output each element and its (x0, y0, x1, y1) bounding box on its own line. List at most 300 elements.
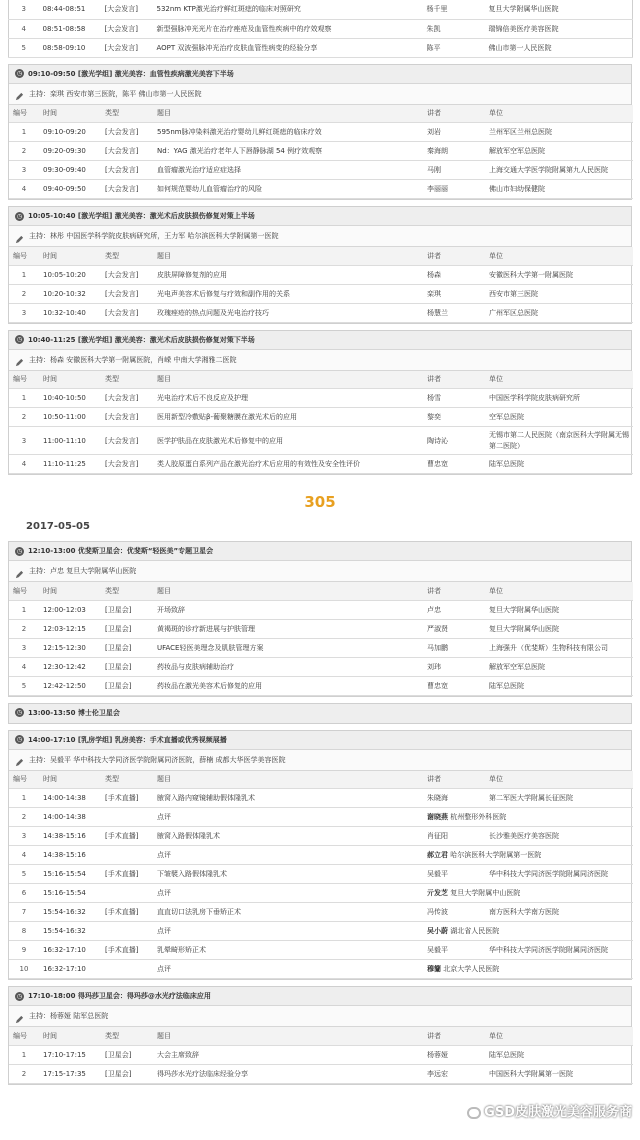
header-type: 类型 (101, 1027, 153, 1045)
table-row (9, 846, 633, 865)
table-row (9, 827, 633, 846)
row-type: [卫星会] (101, 676, 153, 695)
row-number: 4 (9, 180, 39, 199)
row-number: 2 (9, 1064, 39, 1083)
row-unit: 兰州军区兰州总医院 (485, 123, 633, 142)
row-unit: 北京大学人民医院 (443, 965, 500, 973)
session-title (9, 65, 631, 84)
row-type: [卫星会] (101, 638, 153, 657)
row-unit: 安徽医科大学第一附属医院 (485, 265, 633, 284)
row-time: 10:32-10:40 (39, 303, 101, 322)
row-time: 09:30-09:40 (39, 161, 101, 180)
row-speaker: 冯传波 (423, 903, 485, 922)
table-header-row (9, 247, 633, 265)
row-type (101, 960, 153, 979)
session-chair-text: 主持：杨蓉娅 陆军总医院 (29, 1012, 109, 1020)
row-number: 7 (9, 903, 39, 922)
row-unit: 陆军总医院 (485, 676, 633, 695)
session-chair (9, 84, 631, 105)
row-title: 腋窝入路内窥镜辅助假体隆乳术 (153, 789, 423, 808)
row-time: 14:00-14:38 (39, 808, 101, 827)
row-title: 点评 (153, 922, 423, 941)
session-table (9, 771, 633, 980)
session-title (9, 987, 631, 1006)
row-type: [大会发言] (101, 142, 153, 161)
wechat-icon (467, 1107, 481, 1119)
row-type (101, 922, 153, 941)
continued-table (8, 0, 633, 58)
row-unit: 复旦大学附属华山医院 (485, 619, 633, 638)
header-unit: 单位 (485, 771, 633, 789)
header-title: 题目 (153, 371, 423, 389)
table-header-row (9, 105, 633, 123)
row-unit: 华中科技大学同济医学院附属同济医院 (485, 941, 633, 960)
row-speaker: 李丽丽 (423, 180, 485, 199)
row-number: 9 (9, 941, 39, 960)
row-number: 1 (9, 1045, 39, 1064)
session-title (9, 542, 631, 561)
row-time: 11:10-11:25 (39, 455, 101, 474)
table-row (9, 0, 633, 19)
row-time: 09:40-09:50 (39, 180, 101, 199)
table-row (9, 427, 633, 455)
row-speaker: 朱晓海 (423, 789, 485, 808)
row-speaker: 严淑贤 (423, 619, 485, 638)
session-chair (9, 350, 631, 371)
row-number: 3 (9, 427, 39, 455)
table-row (9, 808, 633, 827)
row-title: AOPT 双波强脉冲光治疗皮肤血管性病变的经验分享 (153, 38, 423, 57)
header-type: 类型 (101, 582, 153, 600)
row-title: 大会主席致辞 (153, 1045, 423, 1064)
row-title: 得玛莎水光疗法临床经验分享 (153, 1064, 423, 1083)
row-unit: 陆军总医院 (485, 455, 633, 474)
header-speaker: 讲者 (423, 247, 485, 265)
row-title: 血管瘤激光治疗适应症选择 (153, 161, 423, 180)
session-title (9, 331, 631, 350)
table-row (9, 38, 633, 57)
row-unit: 广州军区总医院 (485, 303, 633, 322)
table-header-row (9, 582, 633, 600)
row-number: 8 (9, 922, 39, 941)
row-speaker: 谢晓燕 (427, 813, 448, 821)
row-unit: 上海交通大学医学院附属第九人民医院 (485, 161, 633, 180)
header-speaker: 讲者 (423, 105, 485, 123)
session-table (9, 371, 633, 475)
table-header-row (9, 371, 633, 389)
row-speaker: 李远宏 (423, 1064, 485, 1083)
session-title-text: 10:40-11:25 [激光学组] 激光美容：激光术后皮肤损伤修复对策下半场 (28, 335, 255, 344)
pen-icon (15, 1012, 24, 1021)
table-row (9, 1045, 633, 1064)
table-row (9, 19, 633, 38)
row-speaker: 杨森 (423, 265, 485, 284)
table-row (9, 619, 633, 638)
header-speaker: 讲者 (423, 371, 485, 389)
row-type: [大会发言] (101, 180, 153, 199)
row-time: 10:40-10:50 (39, 389, 101, 408)
row-time: 10:20-10:32 (39, 284, 101, 303)
header-unit: 单位 (485, 582, 633, 600)
row-title: 如何规范婴幼儿血管瘤治疗的风险 (153, 180, 423, 199)
row-unit: 佛山市第一人民医院 (485, 38, 633, 57)
row-title: 直直切口法乳房下垂矫正术 (153, 903, 423, 922)
watermark: GSD皮肤激光美容服务商 (467, 1101, 632, 1120)
row-title: 光电声美容术后修复与疗效和副作用的关系 (153, 284, 423, 303)
table-row (9, 600, 633, 619)
row-type: [手术直播] (101, 903, 153, 922)
clock-icon: ◷ (16, 992, 23, 1000)
session-chair-text: 主持：林彤 中国医学科学院皮肤病研究所，王力军 哈尔滨医科大学附属第一医院 (29, 232, 279, 240)
row-title: 点评 (153, 884, 423, 903)
clock-icon: ◷ (16, 709, 23, 716)
row-number: 5 (9, 865, 39, 884)
row-time: 16:32-17:10 (39, 941, 101, 960)
row-speaker: 栾琪 (423, 284, 485, 303)
header-unit: 单位 (485, 247, 633, 265)
row-time: 08:44-08:51 (39, 0, 101, 19)
row-speaker: 马刚 (423, 161, 485, 180)
row-type: [大会发言] (101, 161, 153, 180)
row-time: 10:05-10:20 (39, 265, 101, 284)
clock-icon: ◷ (16, 336, 23, 343)
row-time: 15:16-15:54 (39, 865, 101, 884)
row-speaker: 亓发芝 (427, 889, 448, 897)
header-type: 类型 (101, 247, 153, 265)
row-number: 2 (9, 408, 39, 427)
row-type: [大会发言] (101, 284, 153, 303)
row-speaker: 朱凯 (423, 19, 485, 38)
row-speaker: 杨千里 (423, 0, 485, 19)
session-chair-text: 主持：卢忠 复旦大学附属华山医院 (29, 567, 137, 575)
header-speaker: 讲者 (423, 582, 485, 600)
row-speaker: 刘玮 (423, 657, 485, 676)
row-type: [卫星会] (101, 600, 153, 619)
row-unit: 中国医学科学院皮肤病研究所 (485, 389, 633, 408)
row-title: UFACE轻医美理念及肌肤管理方案 (153, 638, 423, 657)
session-title-text: 12:10-13:00 优斐斯卫星会：优斐斯“轻医美”专题卫星会 (28, 547, 214, 555)
table-row (9, 903, 633, 922)
pen-icon (15, 232, 24, 241)
table-row (9, 408, 633, 427)
table-row (9, 865, 633, 884)
row-speaker-unit (423, 960, 633, 979)
row-time: 10:50-11:00 (39, 408, 101, 427)
row-speaker: 吴毅平 (423, 865, 485, 884)
pen-icon (15, 755, 24, 764)
row-number: 3 (9, 827, 39, 846)
row-number: 4 (9, 455, 39, 474)
header-type: 类型 (101, 105, 153, 123)
row-speaker-unit (423, 846, 633, 865)
header-no: 编号 (9, 771, 39, 789)
header-no: 编号 (9, 1027, 39, 1045)
row-type (101, 808, 153, 827)
row-speaker: 杨慧兰 (423, 303, 485, 322)
row-title: 点评 (153, 808, 423, 827)
row-unit: 上海强升（优斐斯）生物科技有限公司 (485, 638, 633, 657)
row-type: [手术直播] (101, 865, 153, 884)
clock-icon: ◷ (16, 70, 23, 77)
session-block (8, 730, 632, 981)
row-type: [大会发言] (101, 303, 153, 322)
row-time: 12:00-12:03 (39, 600, 101, 619)
table-row (9, 638, 633, 657)
session-chair (9, 750, 631, 771)
row-speaker: 郝立君 (427, 851, 448, 859)
row-number: 4 (9, 846, 39, 865)
row-type: [大会发言] (101, 408, 153, 427)
date-heading: 2017-05-05 (26, 521, 90, 532)
table-row (9, 284, 633, 303)
clock-icon: ◷ (16, 736, 23, 743)
row-type: [大会发言] (101, 0, 153, 19)
row-type: [大会发言] (101, 389, 153, 408)
row-speaker: 秦海朗 (423, 142, 485, 161)
row-speaker-unit (423, 808, 633, 827)
row-number: 3 (9, 161, 39, 180)
session-chair-text: 主持：吴毅平 华中科技大学同济医学院附属同济医院，薛楠 成都大华医学美容医院 (29, 755, 286, 764)
row-speaker-unit (423, 884, 633, 903)
header-speaker: 讲者 (423, 771, 485, 789)
row-number: 1 (9, 123, 39, 142)
session-title-text: 10:05-10:40 [激光学组] 激光美容：激光术后皮肤损伤修复对策上半场 (28, 212, 255, 220)
table-row (9, 180, 633, 199)
row-type: [大会发言] (101, 427, 153, 455)
row-speaker: 卢忠 (423, 600, 485, 619)
row-unit: 复旦大学附属华山医院 (485, 600, 633, 619)
header-title: 题目 (153, 771, 423, 789)
row-number: 1 (9, 265, 39, 284)
row-type: [大会发言] (101, 19, 153, 38)
row-number: 5 (9, 38, 39, 57)
row-unit: 第二军医大学附属长征医院 (485, 789, 633, 808)
row-type: [大会发言] (101, 455, 153, 474)
session-title-text: 13:00-13:50 博士伦卫星会 (28, 708, 120, 717)
header-time: 时间 (39, 371, 101, 389)
row-title: 下皱襞入路假体隆乳术 (153, 865, 423, 884)
row-time: 14:00-14:38 (39, 789, 101, 808)
row-time: 11:00-11:10 (39, 427, 101, 455)
row-title: 玫瑰痤疮的热点问题及光电治疗技巧 (153, 303, 423, 322)
row-time: 15:54-16:32 (39, 922, 101, 941)
row-unit: 华中科技大学同济医学院附属同济医院 (485, 865, 633, 884)
row-title: 腋窝入路假体隆乳术 (153, 827, 423, 846)
page-number: 305 (304, 493, 336, 511)
row-unit: 哈尔滨医科大学附属第一医院 (450, 851, 542, 859)
row-title: 类人胶原蛋白系列产品在激光治疗术后应用的有效性及安全性评价 (153, 455, 423, 474)
table-row (9, 1064, 633, 1083)
session-block (8, 541, 632, 697)
row-unit: 湖北省人民医院 (450, 927, 500, 935)
session-block (8, 206, 632, 324)
row-number: 2 (9, 284, 39, 303)
row-title: 乳晕畸形矫正术 (153, 941, 423, 960)
row-number: 1 (9, 600, 39, 619)
session-chair (9, 1006, 631, 1027)
row-speaker-unit (423, 922, 633, 941)
row-speaker: 曹忠宽 (423, 455, 485, 474)
header-time: 时间 (39, 247, 101, 265)
row-title: 医学护肤品在皮肤激光术后修复中的应用 (153, 427, 423, 455)
session-block (8, 986, 632, 1085)
row-unit: 解放军空军总医院 (485, 142, 633, 161)
row-time: 15:16-15:54 (39, 884, 101, 903)
header-no: 编号 (9, 247, 39, 265)
header-no: 编号 (9, 582, 39, 600)
row-title: 黄褐斑的诊疗新进展与护肤管理 (153, 619, 423, 638)
row-time: 17:15-17:35 (39, 1064, 101, 1083)
row-number: 2 (9, 619, 39, 638)
row-title: 光电治疗术后不良反应及护理 (153, 389, 423, 408)
header-speaker: 讲者 (423, 1027, 485, 1045)
row-number: 10 (9, 960, 39, 979)
row-title: 点评 (153, 960, 423, 979)
row-speaker: 杨雪 (423, 389, 485, 408)
row-title: 532nm KTP激光治疗鲜红斑痣的临床对照研究 (153, 0, 423, 19)
row-title: Nd：YAG 激光治疗老年人下唇静脉湖 54 例疗效观察 (153, 142, 423, 161)
row-speaker: 刘岩 (423, 123, 485, 142)
row-unit: 瑞锦倍美医疗美容医院 (485, 19, 633, 38)
table-row (9, 455, 633, 474)
table-row (9, 884, 633, 903)
row-unit: 空军总医院 (485, 408, 633, 427)
row-type: [手术直播] (101, 827, 153, 846)
row-type: [卫星会] (101, 657, 153, 676)
row-unit: 杭州整形外科医院 (450, 813, 507, 821)
row-time: 08:51-08:58 (39, 19, 101, 38)
row-speaker: 曹忠宽 (423, 676, 485, 695)
header-unit: 单位 (485, 371, 633, 389)
session-title-text: 17:10-18:00 得玛莎卫星会：得玛莎@水光疗法临床应用 (28, 992, 211, 1000)
row-unit: 复旦大学附属中山医院 (450, 889, 521, 897)
row-number: 3 (9, 0, 39, 19)
session-chair (9, 561, 631, 582)
row-time: 09:20-09:30 (39, 142, 101, 161)
row-number: 1 (9, 789, 39, 808)
row-title: 595nm脉冲染料激光治疗婴幼儿鲜红斑痣的临床疗效 (153, 123, 423, 142)
header-time: 时间 (39, 105, 101, 123)
session-block (8, 330, 632, 476)
session-block (8, 703, 632, 724)
table-row (9, 303, 633, 322)
row-number: 2 (9, 142, 39, 161)
row-time: 16:32-17:10 (39, 960, 101, 979)
row-speaker: 吴小蔚 (427, 927, 448, 935)
header-title: 题目 (153, 582, 423, 600)
session-title-text: 09:10-09:50 [激光学组] 激光美容：血管性疾病激光美容下半场 (28, 69, 234, 78)
row-speaker: 黎奕 (423, 408, 485, 427)
row-unit: 无锡市第二人民医院（南京医科大学附属无锡第二医院） (485, 427, 633, 455)
row-type: [卫星会] (101, 1064, 153, 1083)
row-type: [手术直播] (101, 941, 153, 960)
row-title: 开场致辞 (153, 600, 423, 619)
table-row (9, 922, 633, 941)
table-row (9, 676, 633, 695)
header-type: 类型 (101, 371, 153, 389)
header-title: 题目 (153, 1027, 423, 1045)
session-block (8, 64, 632, 201)
row-time: 15:54-16:32 (39, 903, 101, 922)
pen-icon (15, 89, 24, 98)
row-unit: 南方医科大学南方医院 (485, 903, 633, 922)
row-unit: 中国医科大学附属第一医院 (485, 1064, 633, 1083)
header-type: 类型 (101, 771, 153, 789)
header-no: 编号 (9, 105, 39, 123)
session-title (9, 704, 631, 723)
session-table (9, 1027, 633, 1084)
row-unit: 复旦大学附属华山医院 (485, 0, 633, 19)
header-no: 编号 (9, 371, 39, 389)
row-time: 17:10-17:15 (39, 1045, 101, 1064)
row-title: 点评 (153, 846, 423, 865)
pen-icon (15, 355, 24, 364)
header-unit: 单位 (485, 105, 633, 123)
row-type (101, 846, 153, 865)
row-speaker: 陈平 (423, 38, 485, 57)
header-time: 时间 (39, 582, 101, 600)
row-unit: 西安市第三医院 (485, 284, 633, 303)
row-type (101, 884, 153, 903)
row-type: [大会发言] (101, 38, 153, 57)
session-chair-text: 主持：栾琪 西安市第三医院，陈平 佛山市第一人民医院 (29, 89, 202, 98)
schedule-page (8, 0, 632, 1085)
pen-icon (15, 567, 24, 576)
session-table (9, 105, 633, 200)
row-unit: 解放军空军总医院 (485, 657, 633, 676)
row-number: 2 (9, 808, 39, 827)
table-row (9, 161, 633, 180)
row-number: 1 (9, 389, 39, 408)
table-row (9, 960, 633, 979)
session-table (9, 582, 633, 696)
row-number: 6 (9, 884, 39, 903)
row-time: 14:38-15:16 (39, 846, 101, 865)
row-speaker: 吴毅平 (423, 941, 485, 960)
row-number: 3 (9, 638, 39, 657)
session-table (9, 247, 633, 323)
row-speaker: 马加鹏 (423, 638, 485, 657)
session-title (9, 207, 631, 226)
table-header-row (9, 771, 633, 789)
row-speaker: 穆籣 (427, 965, 441, 973)
row-time: 12:03-12:15 (39, 619, 101, 638)
row-type: [卫星会] (101, 619, 153, 638)
session-title-text: 14:00-17:10 [乳房学组] 乳房美容：手术直播或优秀视频展播 (28, 735, 227, 744)
row-speaker: 杨蓉娅 (423, 1045, 485, 1064)
row-time: 12:30-12:42 (39, 657, 101, 676)
header-time: 时间 (39, 1027, 101, 1045)
row-time: 12:42-12:50 (39, 676, 101, 695)
row-number: 4 (9, 19, 39, 38)
header-unit: 单位 (485, 1027, 633, 1045)
header-time: 时间 (39, 771, 101, 789)
row-title: 皮肤屏障修复剂的应用 (153, 265, 423, 284)
row-number: 3 (9, 303, 39, 322)
table-row (9, 657, 633, 676)
table-row (9, 265, 633, 284)
session-title (9, 731, 631, 750)
session-chair-text: 主持：杨森 安徽医科大学第一附属医院，肖嵘 中南大学湘雅二医院 (29, 355, 237, 364)
row-title: 医用新型冷敷贴β-葡聚糖膜在激光术后的应用 (153, 408, 423, 427)
row-time: 12:15-12:30 (39, 638, 101, 657)
row-number: 5 (9, 676, 39, 695)
row-title: 药妆品与皮肤病辅助治疗 (153, 657, 423, 676)
row-type: [大会发言] (101, 123, 153, 142)
table-row (9, 123, 633, 142)
row-speaker: 陶诗沁 (423, 427, 485, 455)
table-row (9, 941, 633, 960)
